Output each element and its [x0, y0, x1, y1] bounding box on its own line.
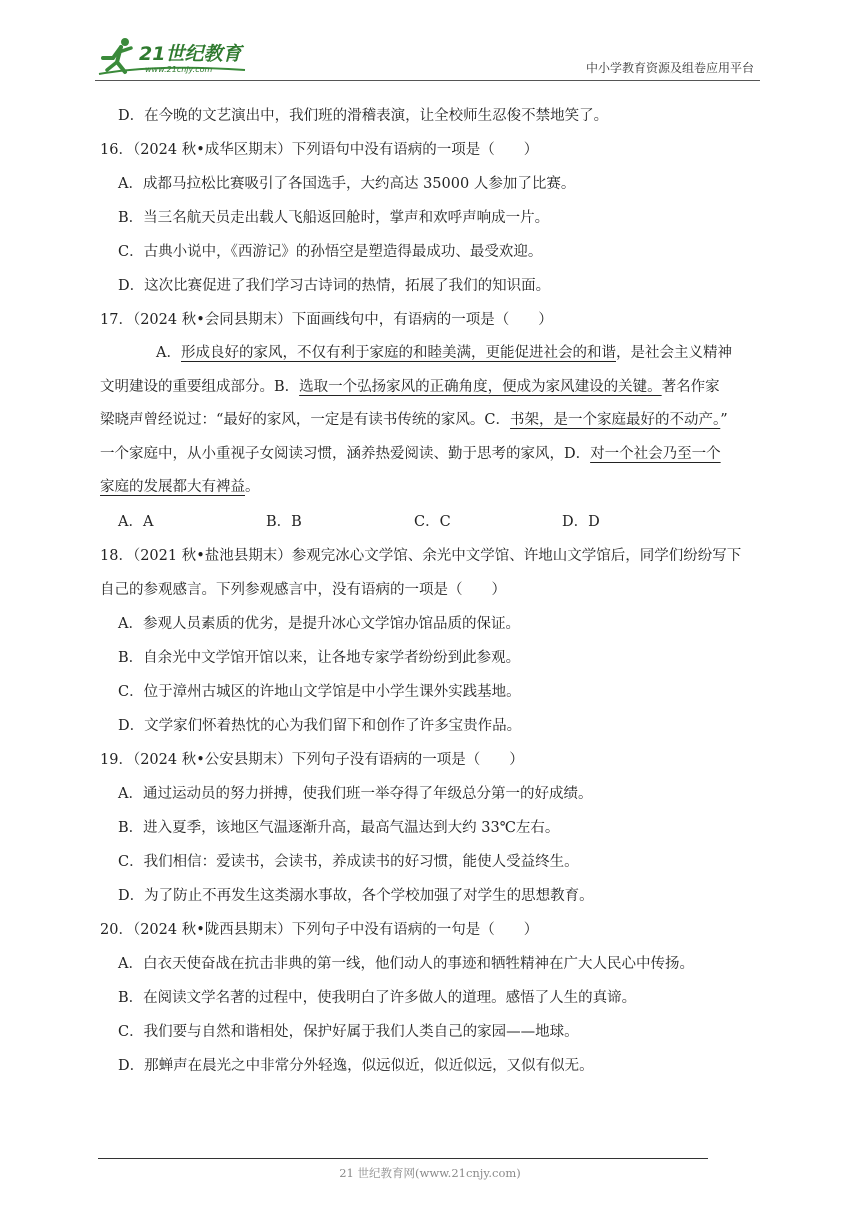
footer-divider — [98, 1158, 708, 1159]
q15-option-d: D．在今晚的文艺演出中，我们班的滑稽表演，让全校师生忍俊不禁地笑了。 — [118, 108, 609, 124]
q17-text: 文明建设的重要组成部分。B． — [100, 378, 300, 395]
runner-logo-icon — [95, 34, 265, 78]
q17-text: 。 — [245, 479, 260, 495]
q17-underlined-b: 选取一个弘扬家风的正确角度，便成为家风建设的关键。 — [299, 378, 662, 395]
q16-option-b: B．当三名航天员走出载人飞船返回舱时，掌声和欢呼声响成一片。 — [118, 210, 550, 226]
q17-stem: 17．（2024 秋•会同县期末）下面画线句中，有语病的一项是（ ） — [100, 312, 553, 328]
q17-underlined-d: 对一个社会乃至一个 — [590, 445, 721, 462]
q17-passage-line-2 — [100, 371, 765, 405]
q18-option-c: C．位于漳州古城区的许地山文学馆是中小学生课外实践基地。 — [118, 683, 521, 700]
q16-option-a: A．成都马拉松比赛吸引了各国选手，大约高达 35000 人参加了比赛。 — [118, 176, 576, 192]
q18-stem-line-1: 18．（2021 秋•盐池县期末）参观完冰心文学馆、余光中文学馆、许地山文学馆后，同学们纷纷写下 — [100, 547, 742, 564]
q17-underlined-c: 书架，是一个家庭最好的不动产。 — [510, 412, 721, 428]
logo-wordmark: 21世纪教育 — [139, 43, 242, 65]
q17-choice-d: D．D — [562, 513, 600, 530]
q17-text: ” — [720, 412, 728, 428]
q17-underlined-d-cont: 家庭的发展都大有裨益 — [100, 479, 245, 495]
q20-option-b: B．在阅读文学名著的过程中，使我明白了许多做人的道理。感悟了人生的真谛。 — [118, 989, 637, 1006]
q20-stem: 20．（2024 秋•陇西县期末）下列句子中没有语病的一句是（ ） — [100, 921, 539, 938]
q19-option-b: B．进入夏季，该地区气温逐渐升高，最高气温达到大约 33℃左右。 — [118, 819, 560, 836]
q19-option-c: C．我们相信：爱读书，会读书，养成读书的好习惯，能使人受益终生。 — [118, 853, 579, 870]
q17-choice-c: C．C — [414, 513, 451, 530]
q16-option-d: D．这次比赛促进了我们学习古诗词的热情，拓展了我们的知识面。 — [118, 278, 551, 294]
q19-stem: 19．（2024 秋•公安县期末）下列句子没有语病的一项是（ ） — [100, 751, 524, 768]
q18-stem-line-2: 自己的参观感言。下列参观感言中，没有语病的一项是（ ） — [100, 581, 506, 598]
q19-option-d: D．为了防止不再发生这类溺水事故，各个学校加强了对学生的思想教育。 — [118, 887, 594, 904]
q17-text: 著名作家 — [661, 378, 720, 395]
q20-option-a: A．白衣天使奋战在抗击非典的第一线，他们动人的事迹和牺牲精神在广大人民心中传扬。 — [118, 955, 694, 972]
site-logo[interactable] — [95, 34, 265, 78]
q17-text: 一个家庭中，从小重视子女阅读习惯，涵养热爱阅读、勤于思考的家风，D． — [100, 445, 591, 462]
platform-tagline: 中小学教育资源及组卷应用平台 — [585, 61, 754, 75]
page-header — [95, 34, 760, 81]
page-footer[interactable]: 21 世纪教育网(www.21cnjy.com) — [339, 1166, 521, 1180]
q17-choice-b: B．B — [266, 513, 302, 530]
q18-option-d: D．文学家们怀着热忱的心为我们留下和创作了许多宝贵作品。 — [118, 717, 522, 734]
q19-option-a: A．通过运动员的努力拼搏，使我们班一举夺得了年级总分第一的好成绩。 — [118, 785, 593, 802]
q17-passage-line-3 — [100, 404, 765, 438]
q17-passage-line-5 — [100, 471, 765, 505]
q20-option-c: C．我们要与自然和谐相处，保护好属于我们人类自己的家园——地球。 — [118, 1023, 579, 1040]
question-list — [100, 99, 765, 1083]
q17-underlined-a: 形成良好的家风，不仅有利于家庭的和睦美满，更能促进社会的和谐 — [180, 345, 616, 361]
q16-option-c: C．古典小说中，《西游记》的孙悟空是塑造得最成功、最受欢迎。 — [118, 244, 543, 260]
q16-stem: 16．（2024 秋•成华区期末）下列语句中没有语病的一项是（ ） — [100, 142, 539, 158]
q18-option-b: B．自余光中文学馆开馆以来，让各地专家学者纷纷到此参观。 — [118, 649, 521, 666]
q17-text: ，是社会主义精神 — [615, 345, 732, 361]
q20-option-d: D．那蝉声在晨光之中非常分外轻逸，似远似近，似近似远，又似有似无。 — [118, 1057, 594, 1074]
q17-passage-line-1 — [100, 337, 765, 371]
q17-choices — [100, 505, 765, 539]
q17-text: 梁晓声曾经说过：“最好的家风，一定是有读书传统的家风。C． — [100, 412, 511, 428]
q17-passage-line-4 — [100, 438, 765, 472]
q17-choice-a: A．A — [118, 513, 154, 530]
q17-label-a: A． — [156, 345, 181, 361]
logo-url: www.21cnjy.com — [145, 65, 213, 74]
q18-option-a: A．参观人员素质的优劣，是提升冰心文学馆办馆品质的保证。 — [118, 615, 520, 632]
